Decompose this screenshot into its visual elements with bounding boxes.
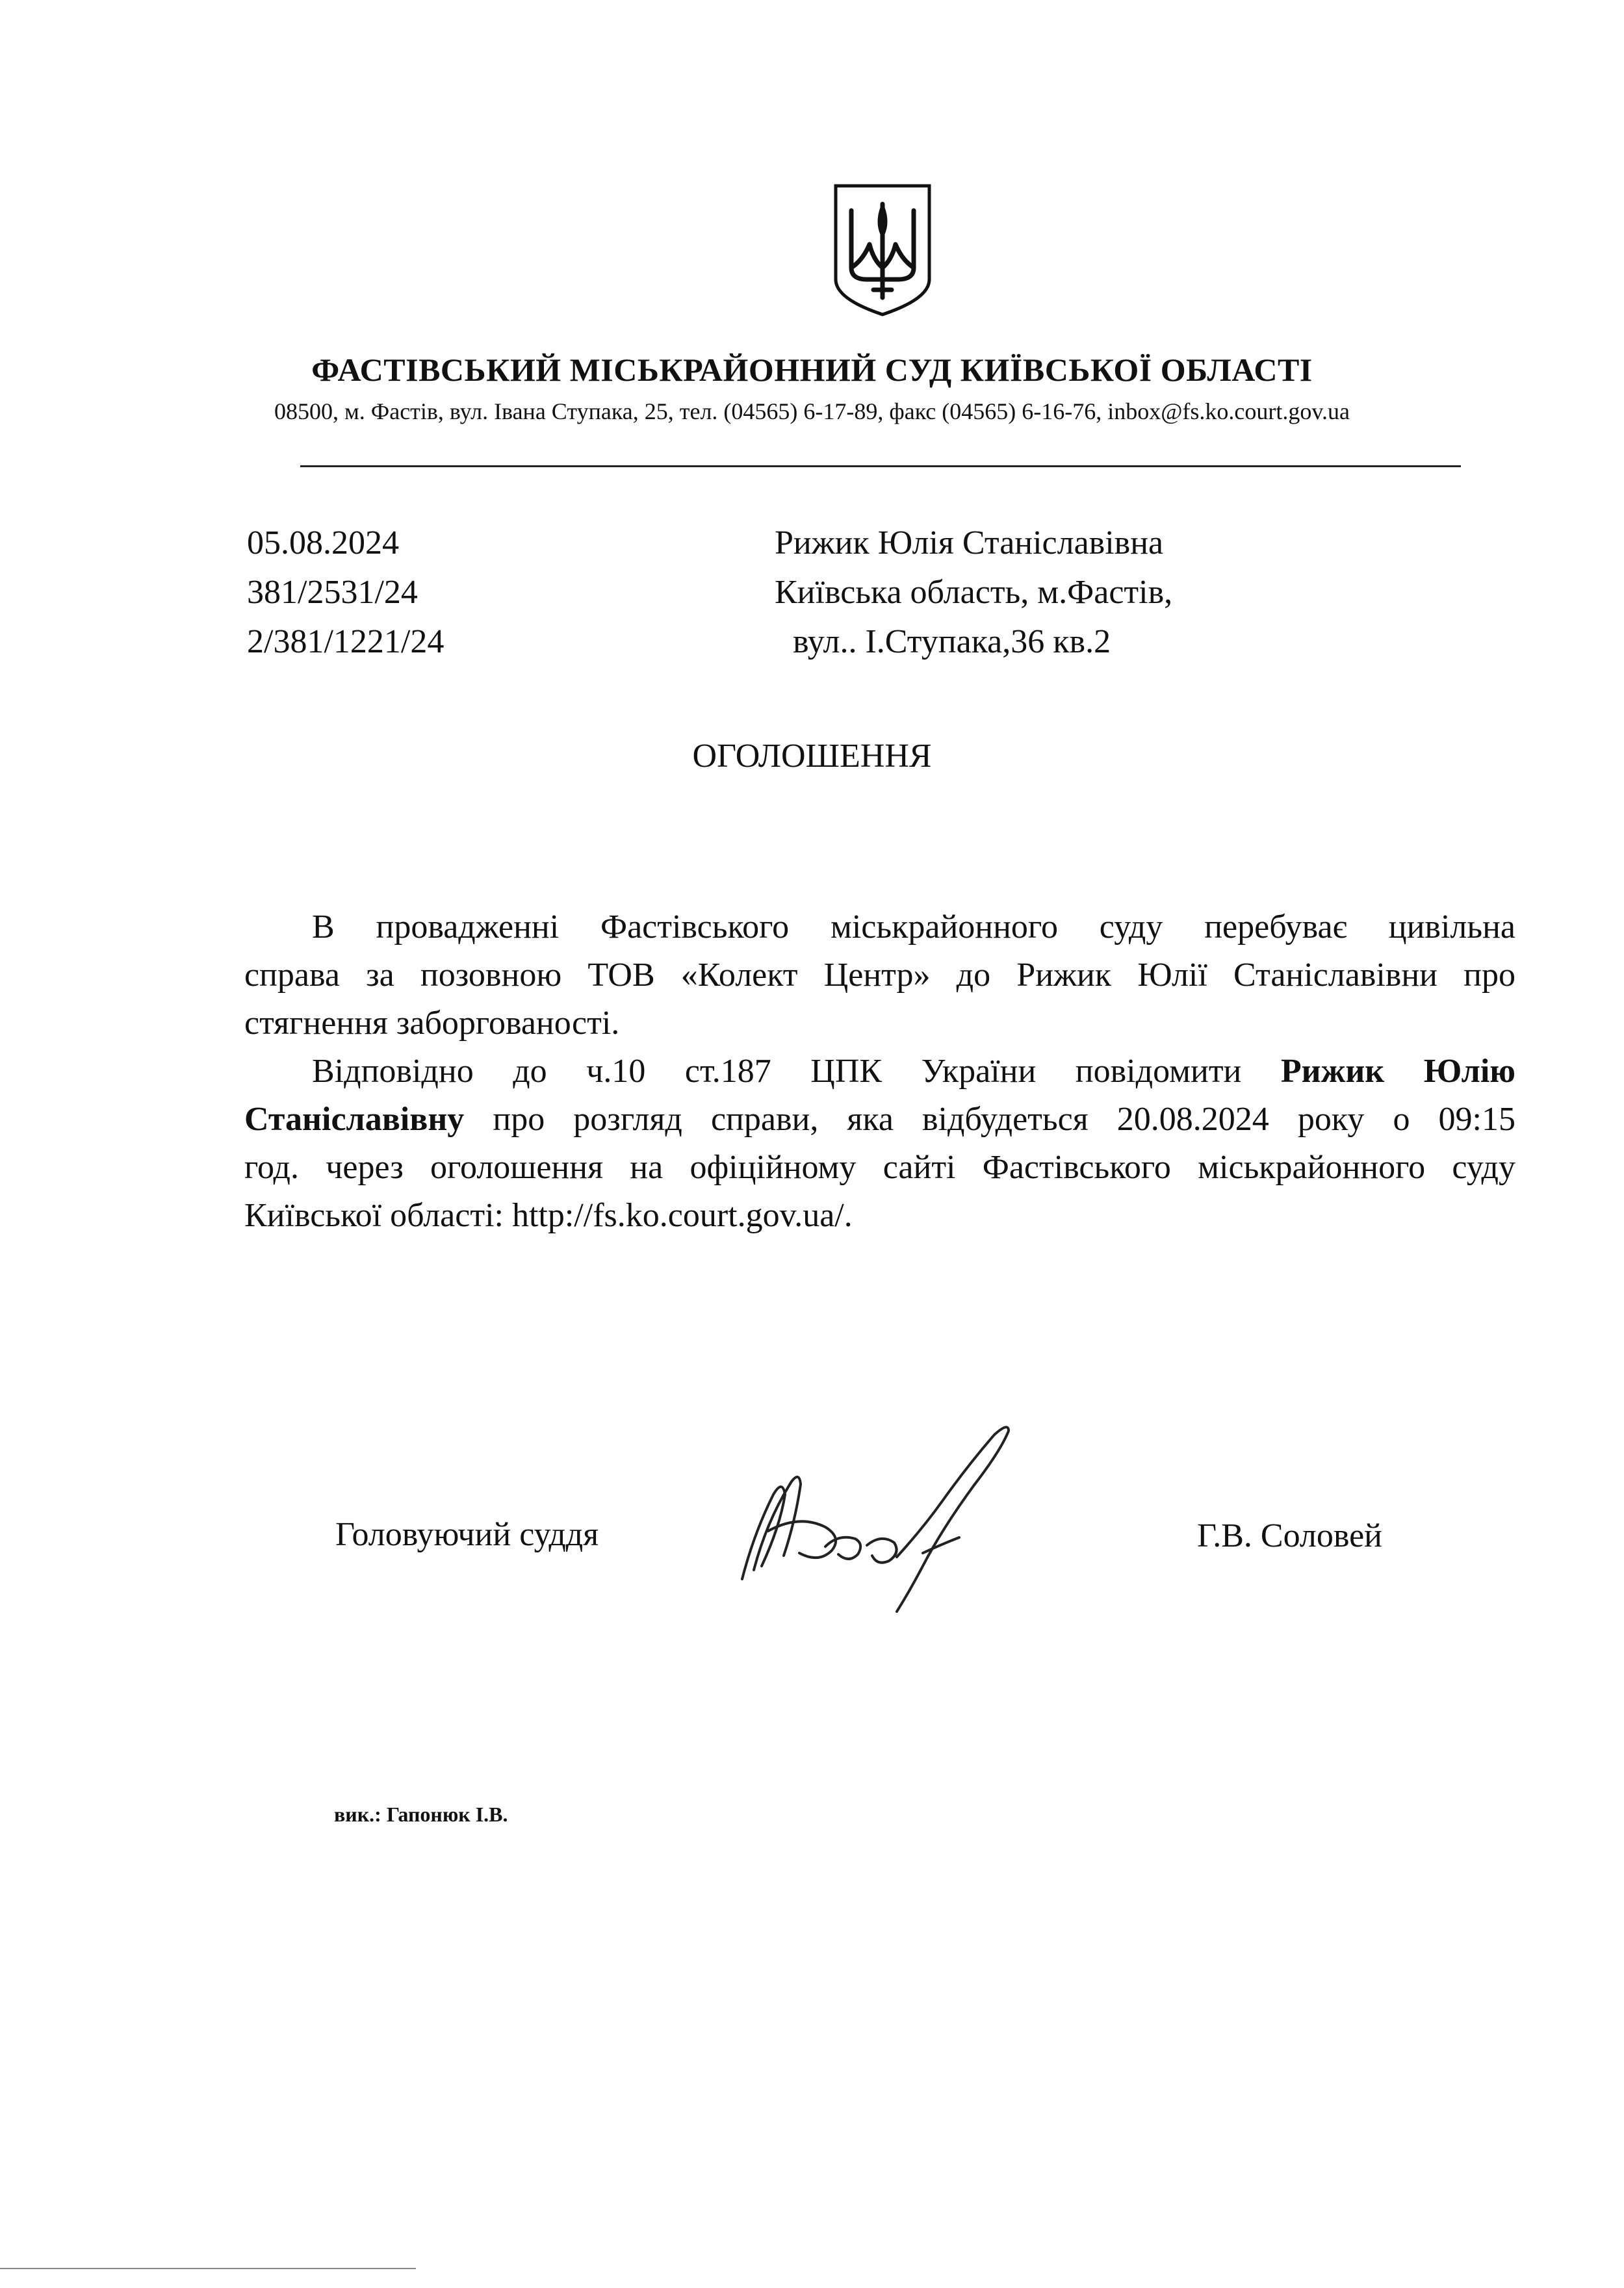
paragraph-2-line-4: Київської області: http://fs.ko.court.gov.ua/. — [244, 1197, 853, 1234]
footer-divider — [0, 2268, 416, 2269]
paragraph-2-line-1-text: Відповідно до ч.10 ст.187 ЦПК України повідомити — [312, 1053, 1281, 1090]
addressee-region: Київська область, м.Фастів, — [775, 574, 1173, 611]
recipient-name-bold-2: Станіславівну — [244, 1101, 465, 1138]
paragraph-2-line-2 — [244, 1096, 1515, 1144]
paragraph-1-line-3: стягнення заборгованості. — [244, 1005, 620, 1042]
paragraph-1 — [244, 903, 1515, 1048]
court-address: 08500, м. Фастів, вул. Івана Ступака, 25, тел. (04565) 6-17-89, факс (04565) 6-16-76, inbox@fs.ko.court.gov.ua — [274, 398, 1350, 424]
paragraph-2-line-1 — [244, 1048, 1515, 1096]
reference-number-2: 2/381/1221/24 — [247, 623, 445, 660]
handwritten-signature-icon — [728, 1417, 1066, 1625]
paragraph-2-line-2-text: про розгляд справи, яка відбудеться 20.08.2024 року о 09:15 — [464, 1101, 1515, 1138]
paragraph-1-line-1: В провадженні Фастівського міськрайонного суду перебуває цивільна — [312, 908, 1515, 945]
judge-role: Головуючий суддя — [335, 1516, 599, 1553]
paragraph-2-line-3: год. через оголошення на офіційному сайті Фастівського міськрайонного суду — [244, 1149, 1515, 1186]
addressee-street: вул.. І.Ступака,36 кв.2 — [793, 623, 1111, 660]
court-name: ФАСТІВСЬКИЙ МІСЬКРАЙОННИЙ СУД КИЇВСЬКОЇ ОБЛАСТІ — [311, 352, 1313, 388]
executor-note: вик.: Гапонюк І.В. — [334, 1803, 508, 1826]
reference-number-1: 381/2531/24 — [247, 574, 418, 611]
paragraph-2 — [244, 1048, 1515, 1240]
recipient-name-bold-1: Рижик Юлію — [1280, 1053, 1515, 1090]
letter-date: 05.08.2024 — [247, 524, 399, 561]
addressee-name: Рижик Юлія Станіславівна — [775, 524, 1164, 561]
judge-name: Г.В. Соловей — [1197, 1517, 1382, 1554]
paragraph-1-line-2: справа за позовною ТОВ «Колект Центр» до Рижик Юлії Станіславівни про — [244, 957, 1515, 994]
trident-coat-of-arms-icon — [831, 182, 934, 318]
header-divider — [300, 465, 1461, 467]
document-title: ОГОЛОШЕННЯ — [692, 738, 932, 775]
